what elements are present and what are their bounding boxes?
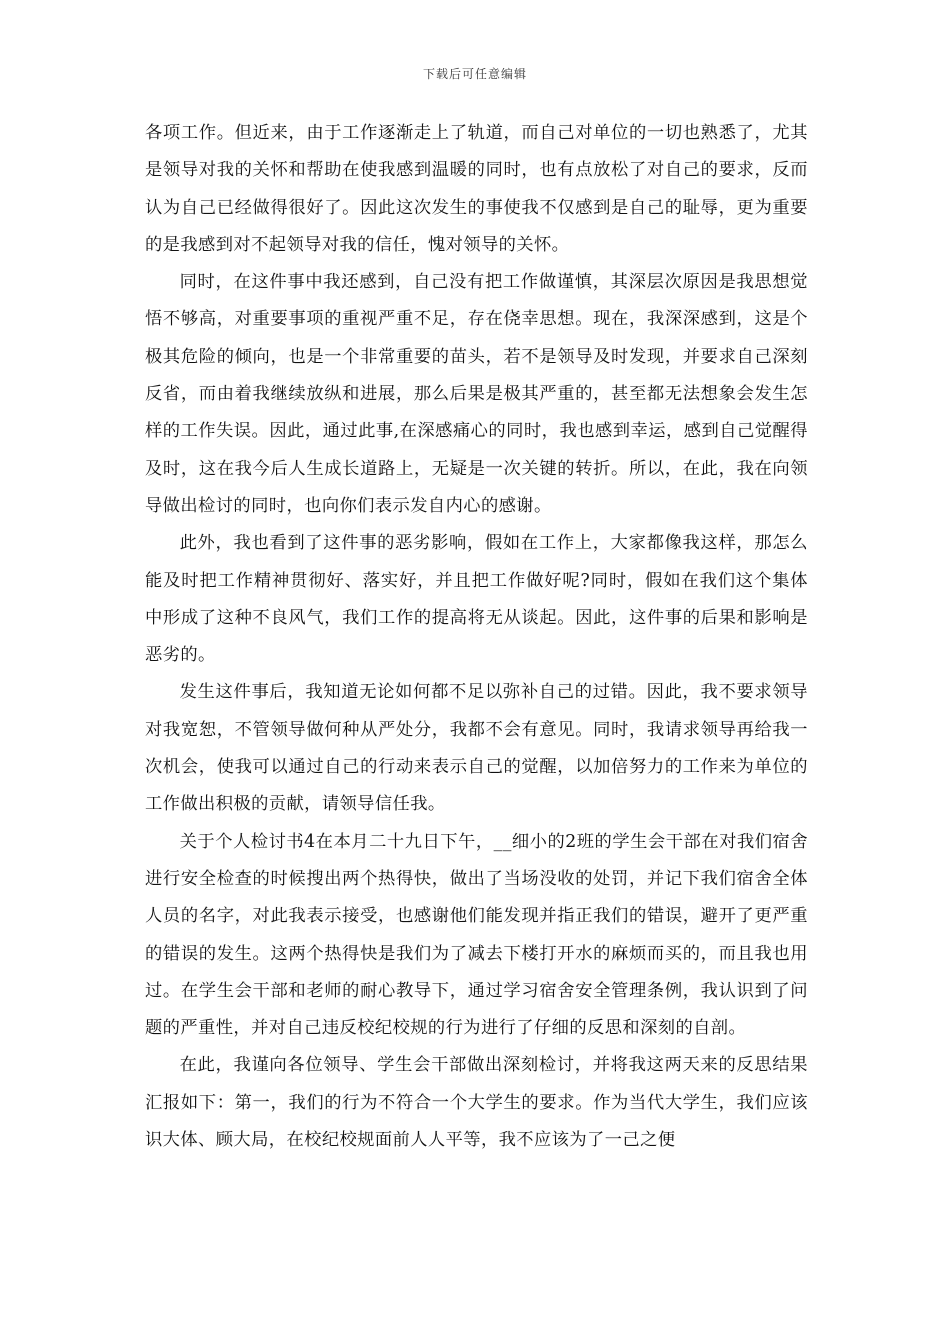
- paragraph: 发生这件事后，我知道无论如何都不足以弥补自己的过错。因此，我不要求领导对我宽恕，不管领导做何种从严处分，我都不会有意见。同时，我请求领导再给我一次机会，使我可以通过自己的行动来表示自己的觉醒，以加倍努力的工作来为单位的工作做出积极的贡献，请领导信任我。: [145, 682, 808, 815]
- paragraph: 此外，我也看到了这件事的恶劣影响，假如在工作上，大家都像我这样，那怎么能及时把工作精神贯彻好、落实好，并且把工作做好呢?同时，假如在我们这个集体中形成了这种不良风气，我们工作的提高将无从谈起。因此，这件事的后果和影响是恶劣的。: [145, 533, 808, 666]
- paragraph: 同时，在这件事中我还感到，自己没有把工作做谨慎，其深层次原因是我思想觉悟不够高，对重要事项的重视严重不足，存在侥幸思想。现在，我深深感到，这是个极其危险的倾向，也是一个非常重要的苗头，若不是领导及时发现，并要求自己深刻反省，而由着我继续放纵和进展，那么后果是极其严重的，甚至都无法想象会发生怎样的工作失误。因此，通过此事,在深感痛心的同时，我也感到幸运，感到自己觉醒得及时，这在我今后人生成长道路上，无疑是一次关键的转折。所以，在此，我在向领导做出检讨的同时，也向你们表示发自内心的感谢。: [145, 272, 808, 516]
- paragraph: 关于个人检讨书4在本月二十九日下午，__细小的2班的学生会干部在对我们宿舍进行安全检查的时候搜出两个热得快，做出了当场没收的处罚，并记下我们宿舍全体人员的名字，对此我表示接受，也感谢他们能发现并指正我们的错误，避开了更严重的错误的发生。这两个热得快是我们为了减去下楼打开水的麻烦而买的，而且我也用过。在学生会干部和老师的耐心教导下，通过学习宿舍安全管理条例，我认识到了问题的严重性，并对自己违反校纪校规的行为进行了仔细的反思和深刻的自剖。: [145, 831, 808, 1039]
- page-header: 下载后可任意编辑: [422, 67, 527, 81]
- document-body: [145, 115, 808, 1159]
- paragraph: 在此，我谨向各位领导、学生会干部做出深刻检讨，并将我这两天来的反思结果汇报如下：第一，我们的行为不符合一个大学生的要求。作为当代大学生，我们应该识大体、顾大局，在校纪校规面前人人平等，我不应该为了一己之便: [145, 1055, 808, 1151]
- paragraph-continued: 各项工作。但近来，由于工作逐渐走上了轨道，而自己对单位的一切也熟悉了，尤其是领导对我的关怀和帮助在使我感到温暖的同时，也有点放松了对自己的要求，反而认为自己已经做得很好了。因此这次发生的事使我不仅感到是自己的耻辱，更为重要的是我感到对不起领导对我的信任，愧对领导的关怀。: [145, 123, 808, 255]
